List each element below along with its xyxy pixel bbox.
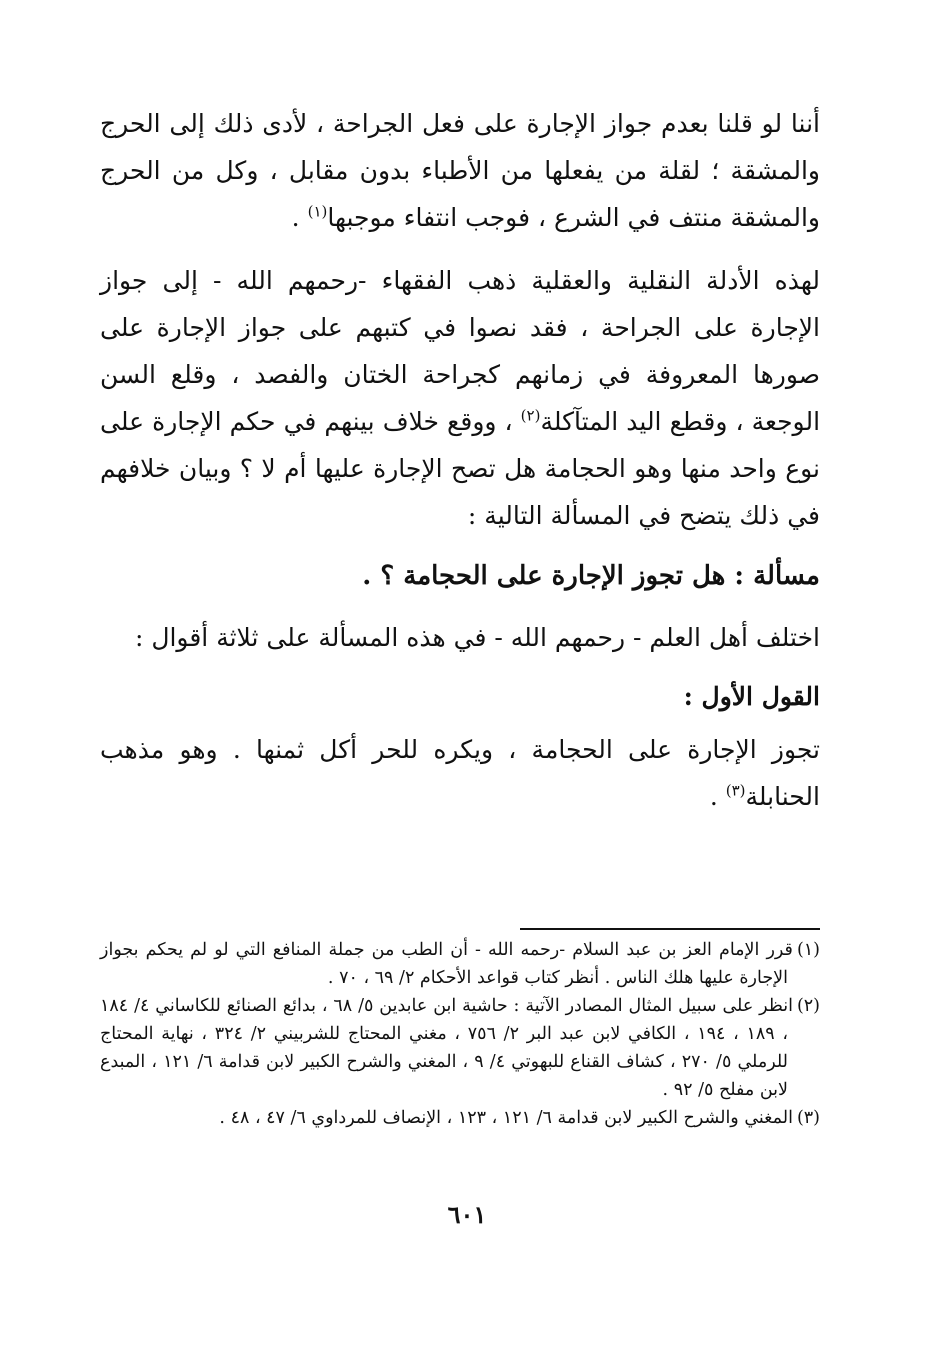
main-text xyxy=(100,100,820,820)
footnote-3-text: المغني والشرح الكبير لابن قدامة ٦/ ١٢١ ، ١٢٣ ، الإنصاف للمرداوي ٦/ ٤٧ ، ٤٨ . xyxy=(219,1108,793,1128)
footnotes-section xyxy=(100,928,820,1132)
footnote-1 xyxy=(100,936,820,992)
paragraph-2 xyxy=(100,257,820,539)
paragraph-4-text: تجوز الإجارة على الحجامة ، ويكره للحر أكل ثمنها . وهو مذهب الحنابلة xyxy=(100,735,820,811)
first-opinion-heading: القول الأول : xyxy=(683,682,820,711)
footnote-ref-1[interactable]: (١) xyxy=(307,202,328,221)
footnote-2-text: انظر على سبيل المثال المصادر الآتية : حاشية ابن عابدين ٥/ ٦٨ ، بدائع الصنائع للكاساني ٤/ ١٨٤ ، ١٨٩ ، ١٩٤ ، الكافي لابن عبد البر ٢/ ٧٥٦ ، مغني المحتاج للشربيني ٢/ ٣٢٤ ، نهاية المحتاج للرملي ٥/ ٢٧٠ ، كشاف القناع للبهوتي ٤/ ٩ ، المغني والشرح الكبير لابن قدامة ٦/ ١٢١ ، المبدع لابن مفلح ٥/ ٩٢ . xyxy=(100,996,793,1100)
paragraph-2-part2: ، ووقع خلاف بينهم في حكم الإجارة على نوع واحد منها وهو الحجامة هل تصح الإجارة عليها أم لا ؟ وبيان خلافهم في ذلك يتضح في المسألة التالية : xyxy=(100,407,820,530)
footnote-separator xyxy=(520,928,820,930)
paragraph-2-part1: لهذه الأدلة النقلية والعقلية ذهب الفقهاء -رحمهم الله - إلى جواز الإجارة على الجراحة ، فقد نصوا في كتبهم على جواز الإجارة على صورها المعروفة في زمانهم كجراحة الختان والفصد ، وقلع السن الوجعة ، وقطع اليد المتآكلة xyxy=(100,266,821,436)
footnote-2-number: (٢) xyxy=(796,996,820,1016)
paragraph-1 xyxy=(100,100,820,241)
paragraph-4 xyxy=(100,726,820,820)
paragraph-1-tail: . xyxy=(291,203,308,232)
section-heading: مسألة : هل تجوز الإجارة على الحجامة ؟ . xyxy=(362,561,820,591)
footnote-1-number: (١) xyxy=(796,940,820,960)
footnote-3 xyxy=(100,1104,820,1132)
footnote-ref-3[interactable]: (٣) xyxy=(725,781,746,800)
paragraph-4-tail: . xyxy=(709,782,726,811)
footnote-2 xyxy=(100,992,820,1104)
footnote-1-text: قرر الإمام العز بن عبد السلام -رحمه الله - أن الطب من جملة المنافع التي لو لم يحكم بجواز الإجارة عليها هلك الناس . أنظر كتاب قواعد الأحكام ٢/ ٦٩ ، ٧٠ . xyxy=(100,940,793,988)
footnote-ref-2[interactable]: (٢) xyxy=(520,406,541,425)
paragraph-3: اختلف أهل العلم - رحمهم الله - في هذه المسألة على ثلاثة أقوال : xyxy=(134,623,820,652)
page-number: ٦٠١ xyxy=(447,1200,487,1229)
footnote-3-number: (٣) xyxy=(796,1108,820,1128)
paragraph-1-text: أننا لو قلنا بعدم جواز الإجارة على فعل الجراحة ، لأدى ذلك إلى الحرج والمشقة ؛ لقلة من يفعلها من الأطباء بدون مقابل ، وكل من الحرج والمشقة منتف في الشرع ، فوجب انتفاء موجبها xyxy=(100,109,820,232)
